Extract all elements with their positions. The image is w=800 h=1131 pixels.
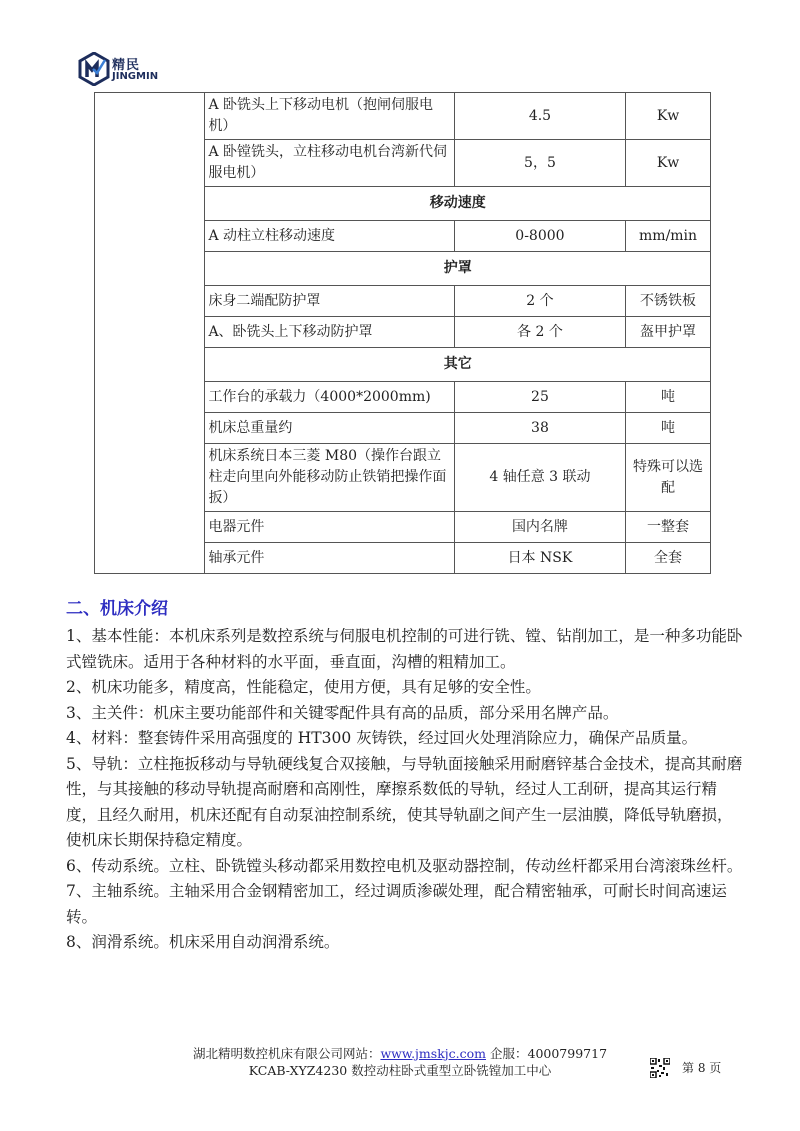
paragraph: 4、材料：整套铸件采用高强度的 HT300 灰铸铁，经过回火处理消除应力，确保产品质量。 [66, 729, 698, 747]
item-unit-cell: 一整套 [626, 512, 711, 543]
website-link[interactable]: www.jmskjc.com [380, 1046, 487, 1061]
item-name-cell: 床身二端配防护罩 [205, 286, 454, 317]
paragraph: 6、传动系统。立柱、卧铣镗头移动都采用数控电机及驱动器控制，传动丝杆都采用台湾滚珠丝杆。 [66, 856, 743, 875]
qr-code-icon [650, 1058, 670, 1078]
section-header-cell: 移动速度 [205, 187, 711, 221]
page-number: 第 8 页 [682, 1061, 722, 1075]
item-unit-cell: 不锈铁板 [626, 286, 711, 317]
item-value-cell: 4 轴任意 3 联动 [454, 444, 625, 512]
footer-service: 企服：4000799717 [486, 1046, 608, 1061]
item-name-cell: A 动柱立柱移动速度 [205, 221, 454, 252]
item-name-cell: A 卧铣头上下移动电机（抱闸伺服电机） [205, 93, 454, 140]
section-header-cell: 其它 [205, 348, 711, 382]
item-unit-cell: 全套 [626, 543, 711, 574]
item-name-cell: 轴承元件 [205, 543, 454, 574]
table-row [95, 93, 711, 140]
footer-model: KCAB-XYZ4230 数控动柱卧式重型立卧铣镗加工中心 [248, 1063, 552, 1078]
item-value-cell: 38 [454, 413, 625, 444]
item-name-cell: 工作台的承载力（4000*2000mm) [205, 382, 454, 413]
footer-company: 湖北精明数控机床有限公司网站： [192, 1046, 381, 1061]
item-unit-cell: Kw [626, 140, 711, 187]
section-body [66, 624, 746, 956]
item-name-cell: 机床系统日本三菱 M80（操作台跟立柱走向里向外能移动防止铁销把操作面扳） [205, 444, 454, 512]
item-unit-cell: 吨 [626, 413, 711, 444]
item-unit-cell: 特殊可以选配 [626, 444, 711, 512]
item-value-cell: 25 [454, 382, 625, 413]
logo-text-en: JINGMIN [112, 71, 159, 82]
item-unit-cell: Kw [626, 93, 711, 140]
company-logo [78, 52, 178, 88]
item-value-cell: 0-8000 [454, 221, 625, 252]
item-value-cell: 各 2 个 [454, 317, 625, 348]
paragraph: 5、导轨：立柱拖扳移动与导轨硬线复合双接触，与导轨面接触采用耐磨锌基合金技术，提高其耐磨性，与其接触的移动导轨提高耐磨和高刚性，摩擦系数低的导轨，经过人工刮研，提高其运行精度，且经久耐用，机床还配有自动泵油控制系统，使其导轨副之间产生一层油膜，降低导轨磨损，使机床长期保持稳定精度。 [66, 754, 743, 849]
paragraph: 1、基本性能：本机床系列是数控系统与伺服电机控制的可进行铣、镗、钻削加工，是一种多功能卧式镗铣床。适用于各种材料的水平面，垂直面，沟槽的粗精加工。 [66, 627, 743, 671]
spec-table [94, 92, 711, 574]
paragraph: 3、主关件：机床主要功能部件和关键零配件具有高的品质，部分采用名牌产品。 [66, 703, 619, 722]
paragraph: 8、润滑系统。机床采用自动润滑系统。 [66, 933, 340, 951]
category-cell [95, 93, 205, 574]
jingmin-logo-icon [78, 52, 110, 86]
item-value-cell: 5，5 [454, 140, 625, 187]
footer-company-line [160, 1045, 640, 1062]
item-value-cell: 2 个 [454, 286, 625, 317]
section-header-cell: 护罩 [205, 252, 711, 286]
page-footer [160, 1045, 640, 1079]
item-unit-cell: mm/min [626, 221, 711, 252]
item-unit-cell: 盔甲护罩 [626, 317, 711, 348]
section-title: 二、机床介绍 [66, 599, 168, 619]
paragraph: 2、机床功能多，精度高，性能稳定，使用方便，具有足够的安全性。 [66, 678, 541, 696]
logo-text-cn: 精民 [112, 58, 141, 73]
item-name-cell: 电器元件 [205, 512, 454, 543]
item-name-cell: 机床总重量约 [205, 413, 454, 444]
item-value-cell: 4.5 [454, 93, 625, 140]
item-name-cell: A 卧镗铣头，立柱移动电机台湾新代伺服电机） [205, 140, 454, 187]
item-value-cell: 日本 NSK [454, 543, 625, 574]
item-value-cell: 国内名牌 [454, 512, 625, 543]
item-unit-cell: 吨 [626, 382, 711, 413]
paragraph: 7、主轴系统。主轴采用合金钢精密加工，经过调质渗碳处理，配合精密轴承，可耐长时间高速运转。 [66, 882, 727, 926]
item-name-cell: A、卧铣头上下移动防护罩 [205, 317, 454, 348]
